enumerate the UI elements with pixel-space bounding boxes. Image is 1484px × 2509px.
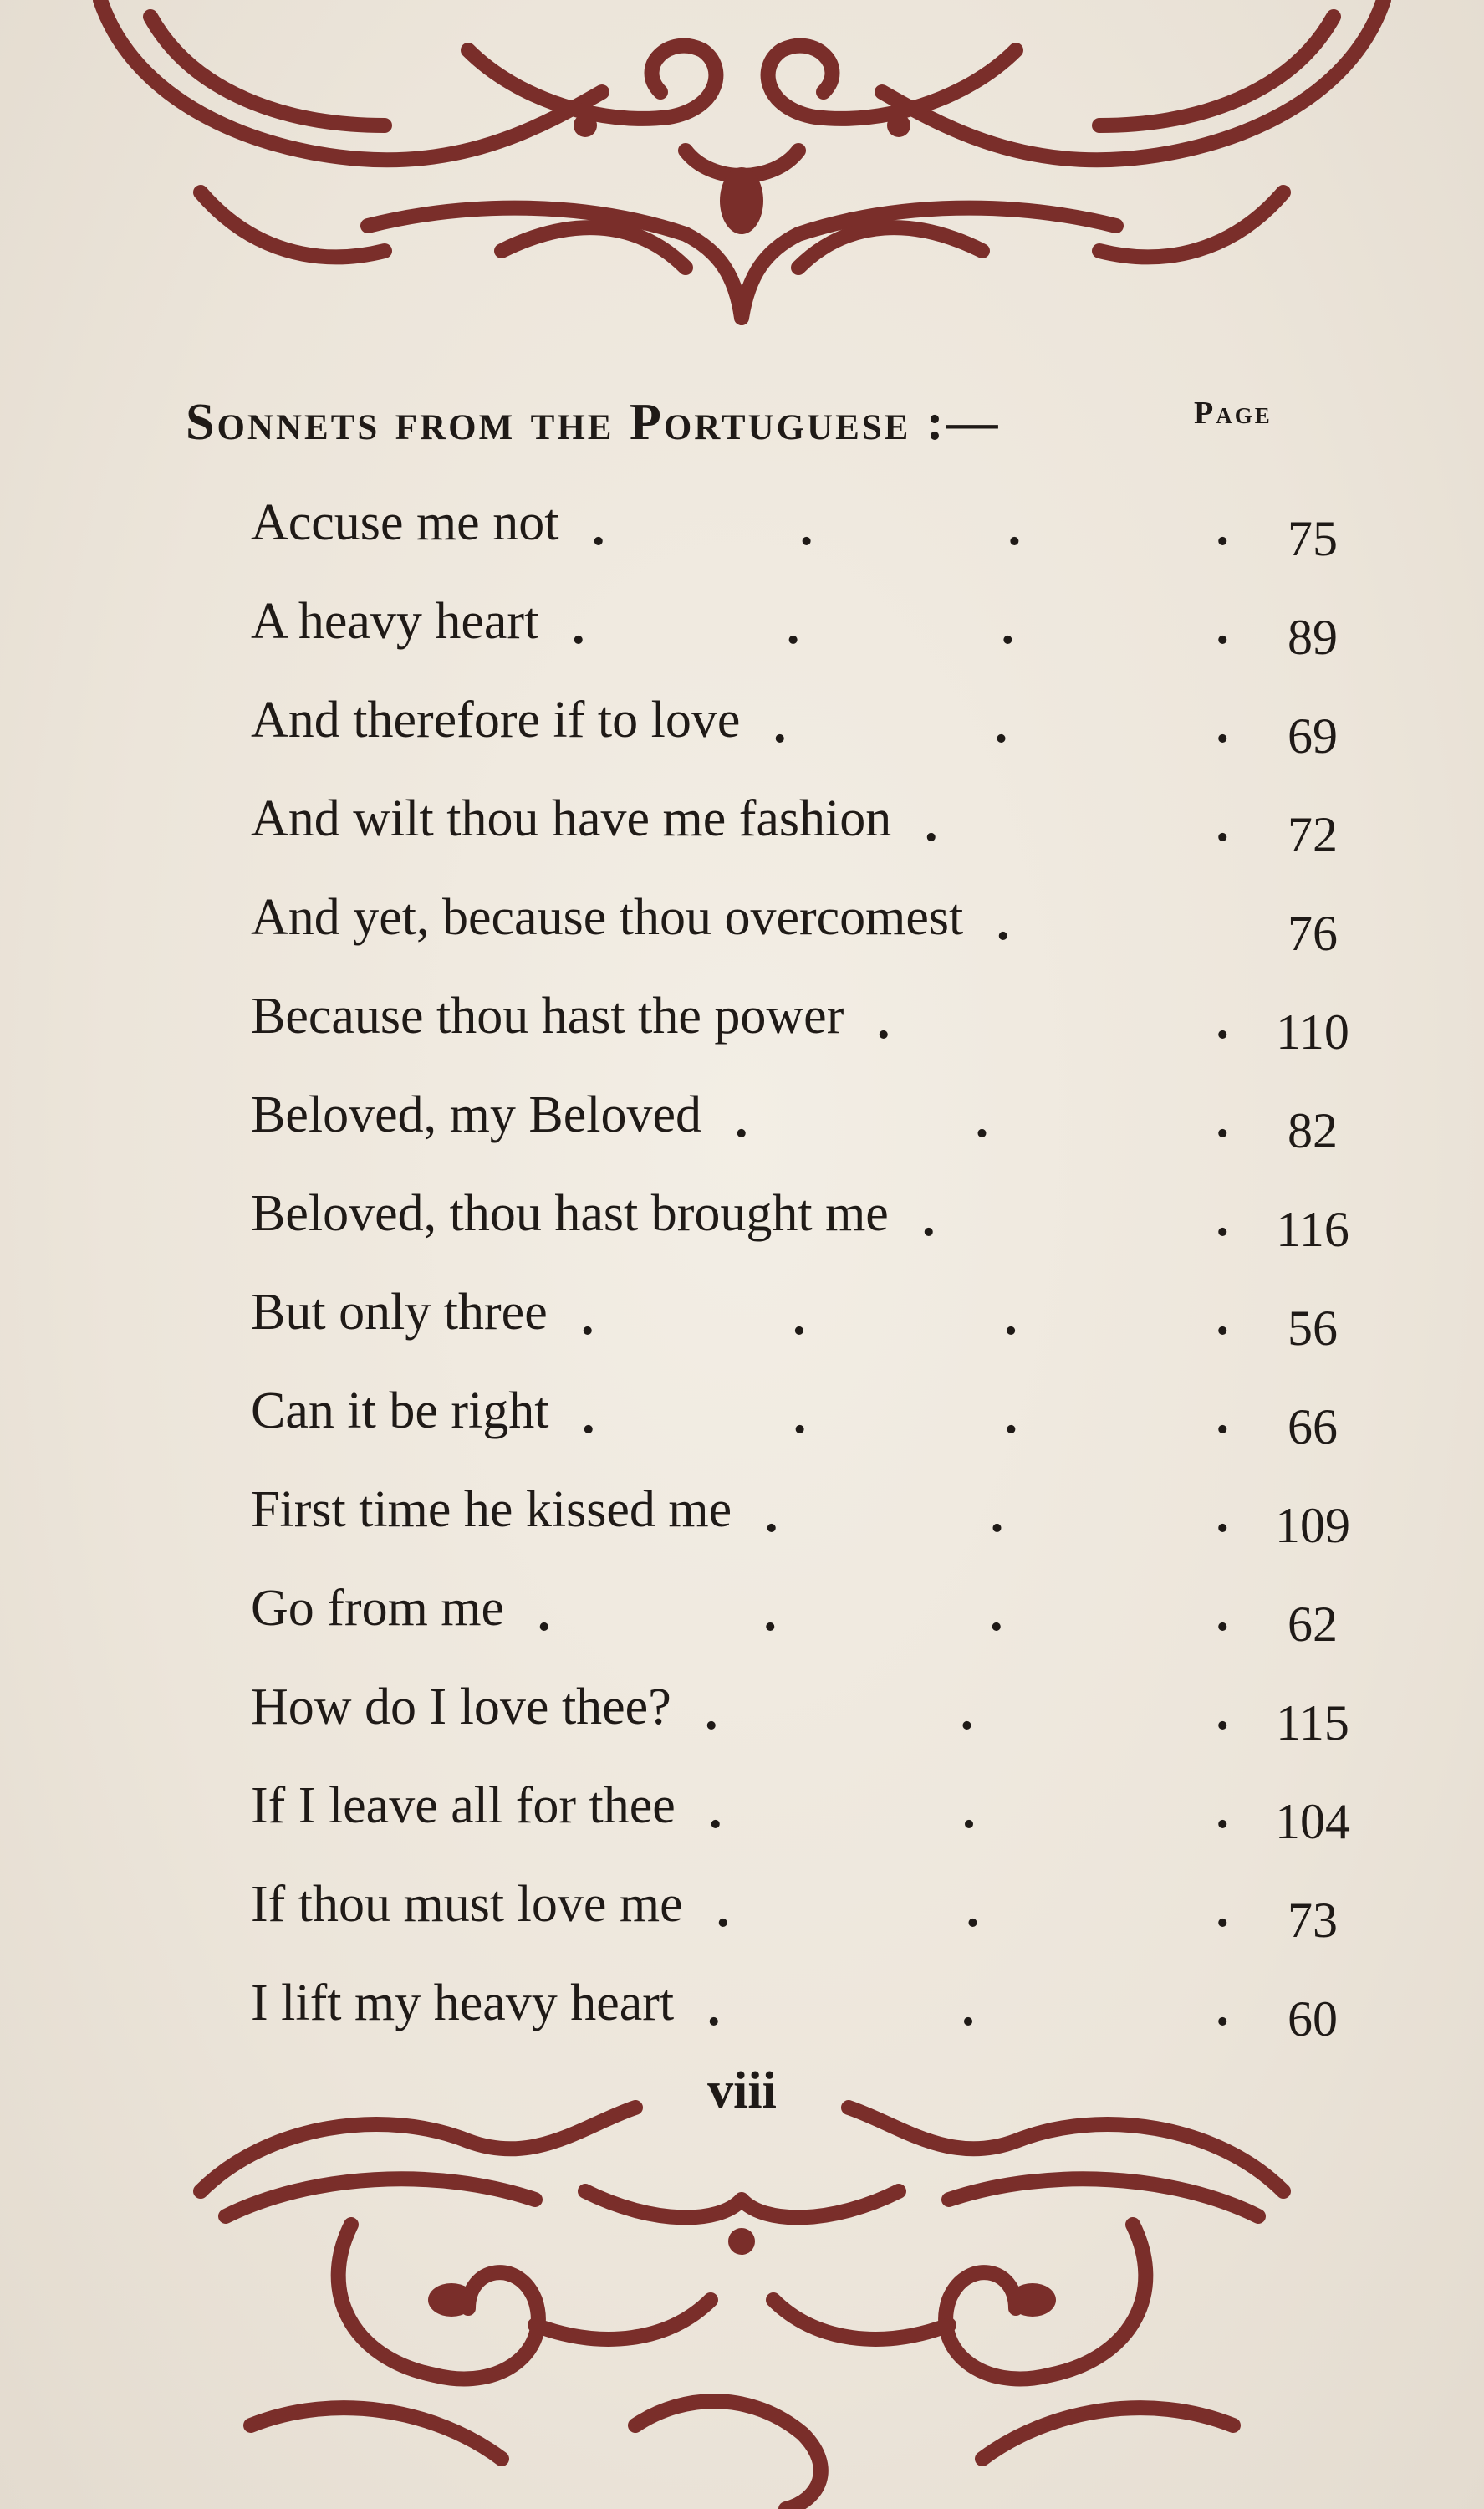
- entry-page-number: 56: [1288, 1300, 1338, 1356]
- entry-page-number: 89: [1288, 610, 1338, 665]
- entry-title: Because thou hast the power: [251, 988, 844, 1045]
- dot-leader: . . . .: [582, 1387, 1229, 1444]
- dot-leader: . .: [877, 993, 1229, 1050]
- entry-page-number: 110: [1276, 1004, 1349, 1060]
- bottom-floral-ornament: [0, 2074, 1484, 2509]
- entry-page-number: 76: [1288, 906, 1338, 961]
- section-heading: Sonnets from the Portuguese :—: [186, 394, 1001, 451]
- contents-entry: [251, 1678, 1388, 1776]
- entry-page-number: 72: [1288, 807, 1338, 862]
- contents-entry: [251, 1086, 1388, 1184]
- entry-title: I lift my heavy heart: [251, 1975, 675, 2031]
- dot-leader: . . .: [735, 1091, 1229, 1148]
- dot-leader: . . .: [707, 1980, 1229, 2036]
- contents-entry: [251, 1382, 1388, 1480]
- entry-title: If I leave all for thee: [251, 1777, 676, 1834]
- dot-leader: . . .: [773, 697, 1229, 754]
- page-folio: viii: [707, 2062, 777, 2119]
- dot-leader: . .: [922, 1190, 1229, 1247]
- entry-title: Can it be right: [251, 1382, 549, 1439]
- dot-leader: . .: [925, 795, 1229, 852]
- entry-page-number: 69: [1288, 708, 1338, 764]
- contents-entry: [251, 789, 1388, 888]
- contents-entry: [251, 1480, 1388, 1579]
- entry-title: And yet, because thou overcomest: [251, 889, 964, 946]
- dot-leader: . . .: [705, 1684, 1229, 1740]
- entry-title: Beloved, my Beloved: [251, 1086, 701, 1143]
- entry-page-number: 115: [1276, 1695, 1349, 1750]
- entry-page-number: 75: [1288, 511, 1338, 566]
- dot-leader: . . . .: [581, 1289, 1229, 1346]
- entry-page-number: 116: [1276, 1202, 1349, 1257]
- contents-entry: [251, 987, 1388, 1086]
- dot-leader: . . . .: [592, 499, 1229, 556]
- contents-entry: [251, 1875, 1388, 1974]
- entry-title: Accuse me not: [251, 494, 559, 551]
- entry-title: How do I love thee?: [251, 1679, 671, 1735]
- contents-entry: [251, 888, 1388, 987]
- entry-page-number: 60: [1288, 1991, 1338, 2047]
- page-column-label: Page: [1194, 396, 1272, 431]
- entry-title: And therefore if to love: [251, 692, 741, 749]
- entry-title: Go from me: [251, 1580, 505, 1637]
- entry-page-number: 66: [1288, 1399, 1338, 1454]
- top-floral-ornament: [0, 0, 1484, 335]
- entry-title: And wilt thou have me fashion: [251, 790, 892, 847]
- entry-page-number: 104: [1275, 1794, 1350, 1849]
- dot-leader: . . . .: [572, 598, 1229, 655]
- contents-entry: [251, 592, 1388, 691]
- contents-entry: [251, 1283, 1388, 1382]
- contents-entry: [251, 1579, 1388, 1678]
- entry-title: If thou must love me: [251, 1876, 683, 1933]
- dot-leader: . . .: [717, 1881, 1229, 1938]
- dot-leader: . . .: [709, 1782, 1229, 1839]
- contents-list: [251, 493, 1388, 2072]
- entry-page-number: 62: [1288, 1597, 1338, 1652]
- contents-entry: [251, 1776, 1388, 1875]
- contents-entry: [251, 691, 1388, 789]
- entry-title: A heavy heart: [251, 593, 539, 650]
- entry-page-number: 82: [1288, 1103, 1338, 1158]
- entry-page-number: 73: [1288, 1893, 1338, 1948]
- contents-entry: [251, 1974, 1388, 2072]
- entry-title: But only three: [251, 1284, 548, 1341]
- contents-entry: [251, 493, 1388, 592]
- entry-title: Beloved, thou hast brought me: [251, 1185, 889, 1242]
- entry-page-number: 109: [1275, 1498, 1350, 1553]
- entry-title: First time he kissed me: [251, 1481, 732, 1538]
- dot-leader: . . .: [765, 1486, 1229, 1543]
- dot-leader: . . . .: [538, 1585, 1229, 1642]
- dot-leader: .: [997, 894, 1010, 951]
- contents-entry: [251, 1184, 1388, 1283]
